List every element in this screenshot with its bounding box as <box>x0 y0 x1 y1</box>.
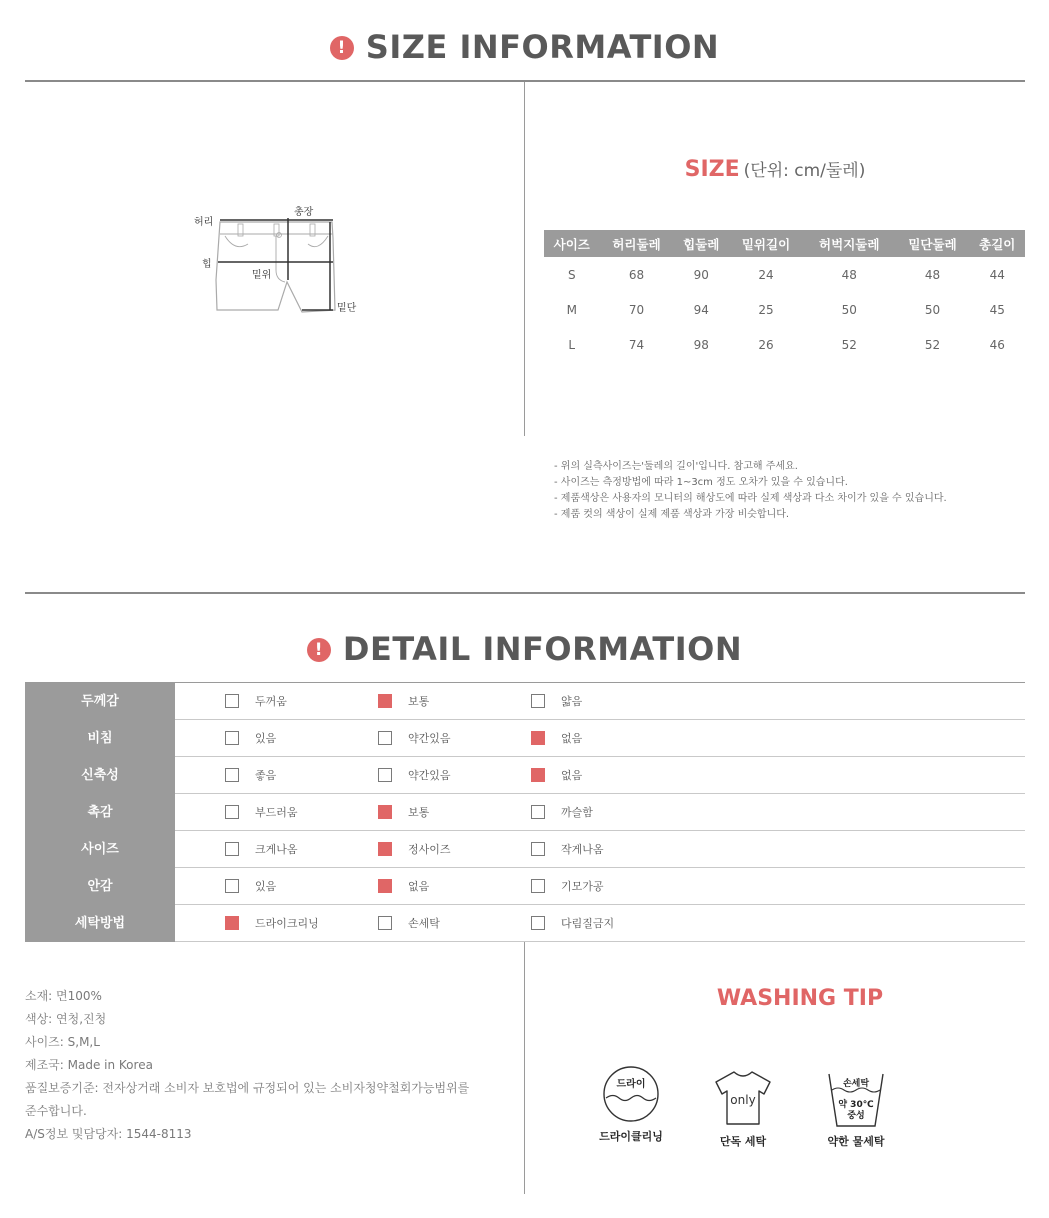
size-table-cell: 52 <box>841 337 857 352</box>
size-table-cell: 48 <box>841 267 857 282</box>
size-table-header: 총길이 <box>970 230 1026 257</box>
size-notes <box>554 459 947 523</box>
detail-option-label: 있음 <box>255 732 277 745</box>
diagram-label-rise: 밑위 <box>252 270 272 281</box>
detail-row <box>25 831 1025 868</box>
divider-vertical <box>524 942 525 1194</box>
wash-tub-text-bot: 중성 <box>847 1111 865 1121</box>
size-table-cell: 48 <box>924 267 941 282</box>
size-table-cell: 74 <box>628 337 645 352</box>
tshirt-icon-text: only <box>730 1093 756 1107</box>
size-table-cell: 46 <box>989 337 1005 352</box>
size-table-cell: 26 <box>758 337 774 352</box>
detail-option-label: 없음 <box>561 769 583 782</box>
product-info-line: 소재: 면100% <box>25 989 102 1003</box>
checkbox-unchecked <box>378 731 392 745</box>
detail-option-label: 약간있음 <box>408 732 451 745</box>
product-info-line: 품질보증기준: 전자상거래 소비자 보호법에 규정되어 있는 소비자청약철회가능범위를 <box>25 1081 470 1095</box>
wash-caption: 단독 세탁 <box>719 1135 767 1148</box>
divider-vertical <box>524 82 525 436</box>
detail-section-title <box>0 630 1049 668</box>
detail-row-label: 사이즈 <box>25 831 175 868</box>
checkbox-unchecked <box>225 731 239 745</box>
detail-row-label: 두께감 <box>25 683 175 720</box>
wash-tub-text-top: 손세탁 <box>842 1079 870 1089</box>
checkbox-unchecked <box>225 842 239 856</box>
checkbox-unchecked <box>531 879 545 893</box>
diagram-label-waist: 허리 <box>194 217 214 228</box>
checkbox-unchecked <box>531 805 545 819</box>
detail-row <box>25 868 1025 905</box>
wash-caption: 약한 물세탁 <box>827 1135 885 1148</box>
size-table-header: 허벅지둘레 <box>803 230 896 257</box>
size-table-cell: 90 <box>693 267 709 282</box>
product-info-line: 색상: 연청,진청 <box>25 1012 107 1026</box>
detail-row <box>25 720 1025 757</box>
divider <box>25 592 1025 594</box>
size-table-header-row <box>544 230 1025 257</box>
size-table-header: 사이즈 <box>544 230 600 257</box>
tshirt-icon <box>714 1068 772 1126</box>
size-chart-unit: (단위: cm/둘레) <box>743 161 866 181</box>
detail-option-label: 다림질금지 <box>561 917 615 930</box>
checkbox-checked <box>378 842 392 856</box>
size-table-cell: 98 <box>693 337 709 352</box>
alert-icon: ! <box>307 638 331 662</box>
checkbox-checked <box>531 731 545 745</box>
dry-clean-icon <box>600 1066 662 1122</box>
size-table-header: 허리둘레 <box>600 230 674 257</box>
detail-option-label: 손세탁 <box>408 917 440 930</box>
shorts-diagram <box>190 200 365 325</box>
checkbox-checked <box>531 768 545 782</box>
size-table-cell: 44 <box>989 267 1005 282</box>
detail-option-label: 없음 <box>561 732 583 745</box>
size-note: - 제품색상은 사용자의 모니터의 해상도에 따라 실제 색상과 다소 차이가 있을 수 있습니다. <box>554 493 947 504</box>
detail-option-label: 부드러움 <box>255 806 298 819</box>
product-info-line: A/S정보 및담당자: 1544-8113 <box>25 1127 192 1141</box>
size-note: - 사이즈는 측정방법에 따라 1~3cm 정도 오차가 있을 수 있습니다. <box>554 477 848 488</box>
size-table-cell: M <box>566 302 577 317</box>
detail-row-label: 비침 <box>25 720 175 757</box>
size-table-cell: 25 <box>758 302 774 317</box>
detail-row <box>25 794 1025 831</box>
washing-tip-title: WASHING TIP <box>716 986 884 1011</box>
detail-option-label: 크게나옴 <box>255 843 298 856</box>
diagram-label-hip: 힙 <box>202 259 212 270</box>
size-section-title <box>0 28 1049 66</box>
size-note: - 위의 실측사이즈는'둘레의 길이'입니다. 참고해 주세요. <box>554 461 798 472</box>
size-chart-title-main: SIZE <box>684 157 740 182</box>
diagram-label-length: 총장 <box>294 207 314 218</box>
checkbox-unchecked <box>531 694 545 708</box>
checkbox-unchecked <box>531 916 545 930</box>
wash-tub-icon <box>826 1070 886 1128</box>
size-chart-title <box>525 156 1025 182</box>
size-table-header: 밑위길이 <box>729 230 803 257</box>
size-table-cell: 94 <box>693 302 709 317</box>
product-info <box>25 985 520 1146</box>
detail-row-label: 신축성 <box>25 757 175 794</box>
wash-caption: 드라이클리닝 <box>599 1130 663 1143</box>
wash-tub-text-mid: 약 30℃ <box>838 1100 874 1110</box>
diagram-label-hem: 밑단 <box>337 303 357 314</box>
size-table-row <box>544 292 1025 327</box>
checkbox-unchecked <box>225 879 239 893</box>
size-table-row <box>544 257 1025 292</box>
checkbox-checked <box>225 916 239 930</box>
checkbox-unchecked <box>225 768 239 782</box>
size-table-cell: 24 <box>758 267 774 282</box>
detail-row-label: 세탁방법 <box>25 905 175 942</box>
size-table-cell: 45 <box>989 302 1005 317</box>
checkbox-unchecked <box>225 694 239 708</box>
detail-row-label: 촉감 <box>25 794 175 831</box>
detail-row <box>25 905 1025 942</box>
size-table-row <box>544 327 1025 362</box>
detail-option-label: 두꺼움 <box>255 695 287 708</box>
detail-option-label: 약간있음 <box>408 769 451 782</box>
checkbox-checked <box>378 694 392 708</box>
size-table-cell: S <box>567 267 576 282</box>
detail-option-label: 있음 <box>255 880 277 893</box>
detail-option-label: 좋음 <box>255 769 277 782</box>
detail-row <box>25 757 1025 794</box>
detail-option-label: 작게나옴 <box>561 843 604 856</box>
size-table-cell: 52 <box>924 337 941 352</box>
size-table-cell: 70 <box>628 302 645 317</box>
detail-option-label: 까슬함 <box>561 806 593 819</box>
detail-option-label: 정사이즈 <box>408 843 451 856</box>
detail-option-label: 얇음 <box>561 695 583 708</box>
checkbox-checked <box>378 805 392 819</box>
checkbox-unchecked <box>378 768 392 782</box>
detail-option-label: 보통 <box>408 695 430 708</box>
size-table-cell: 50 <box>841 302 857 317</box>
product-info-line: 사이즈: S,M,L <box>25 1035 100 1049</box>
detail-row <box>25 683 1025 720</box>
size-table-cell: L <box>568 337 576 352</box>
size-table <box>544 230 1025 362</box>
size-table-cell: 68 <box>628 267 645 282</box>
dry-clean-icon-text: 드라이 <box>616 1079 646 1090</box>
alert-icon: ! <box>330 36 354 60</box>
detail-row-label: 안감 <box>25 868 175 905</box>
size-table-header: 힙둘레 <box>674 230 730 257</box>
detail-table <box>25 683 1025 942</box>
size-note: - 제품 컷의 색상이 실제 제품 색상과 가장 비슷합니다. <box>554 509 790 520</box>
detail-section-title-text: DETAIL INFORMATION <box>342 630 743 668</box>
size-table-cell: 50 <box>924 302 941 317</box>
checkbox-unchecked <box>225 805 239 819</box>
divider <box>25 80 1025 82</box>
detail-option-label: 기모가공 <box>561 880 604 893</box>
checkbox-unchecked <box>531 842 545 856</box>
size-table-header: 밑단둘레 <box>896 230 970 257</box>
detail-option-label: 드라이크리닝 <box>255 917 319 930</box>
checkbox-unchecked <box>378 916 392 930</box>
detail-option-label: 없음 <box>408 880 430 893</box>
product-info-line: 제조국: Made in Korea <box>25 1058 153 1072</box>
detail-option-label: 보통 <box>408 806 430 819</box>
product-info-line: 준수합니다. <box>25 1104 87 1118</box>
checkbox-checked <box>378 879 392 893</box>
size-section-title-text: SIZE INFORMATION <box>365 28 720 66</box>
